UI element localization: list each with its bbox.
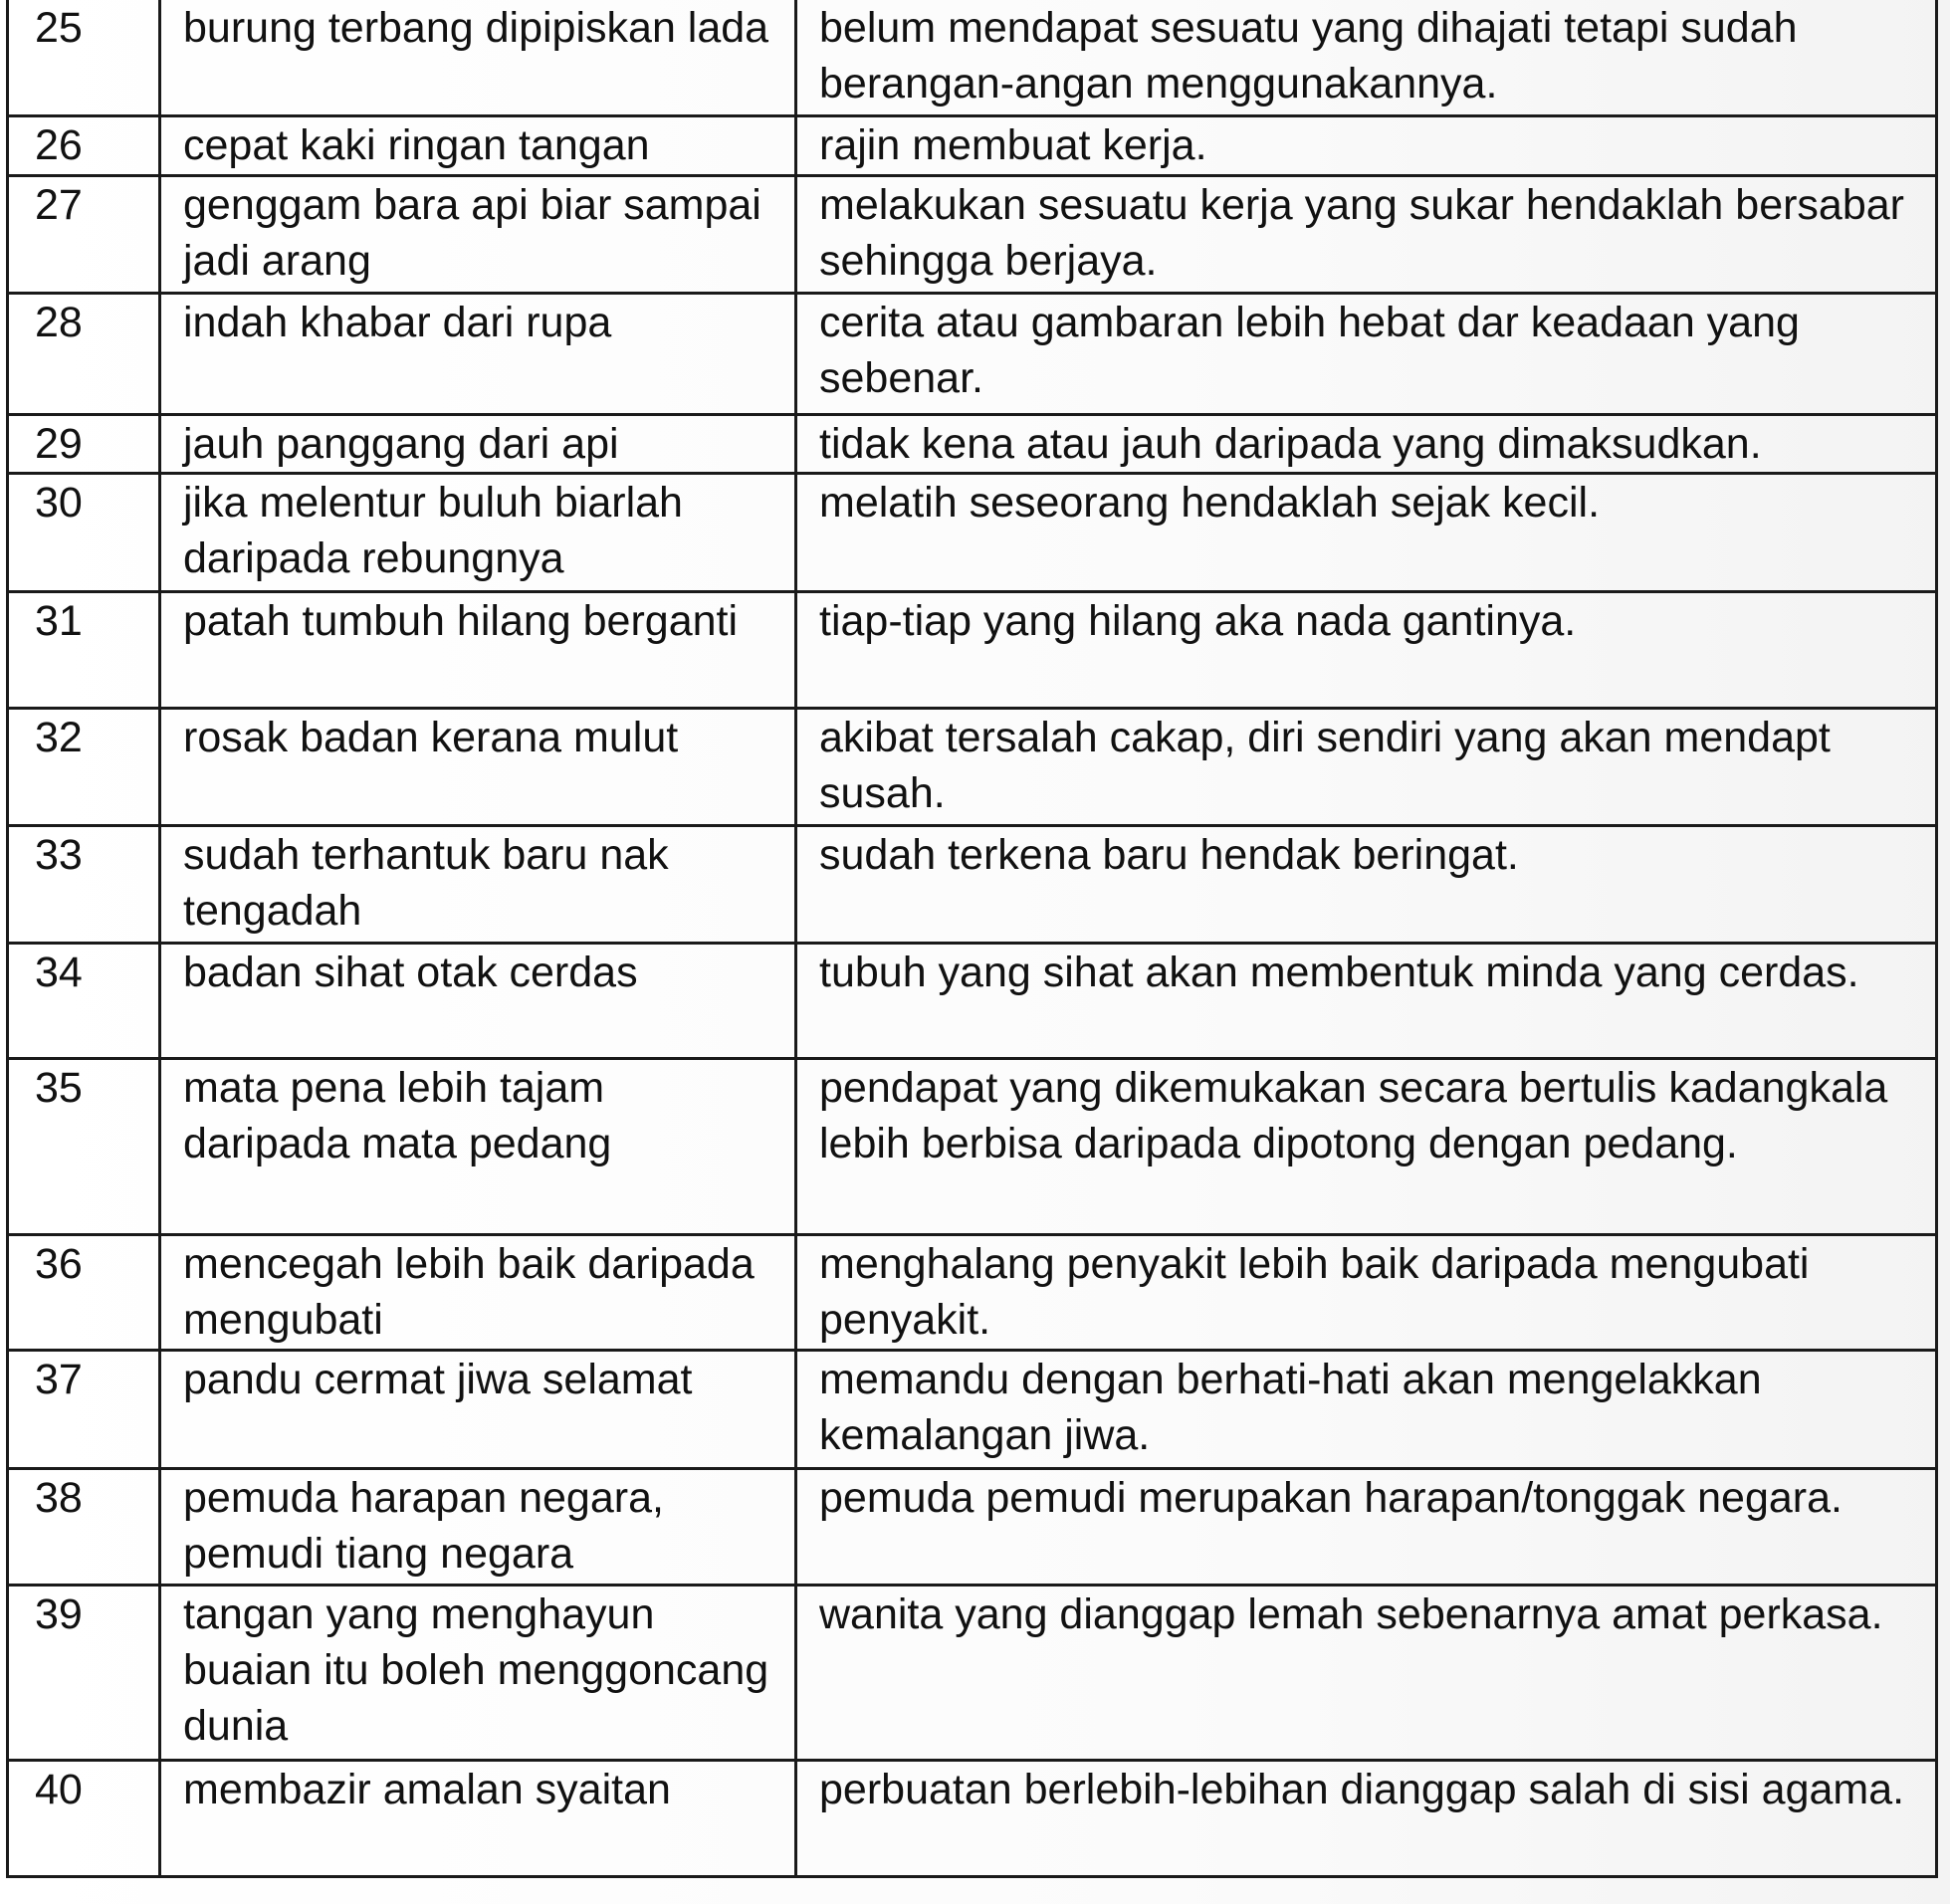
row-number: 39 [8,1585,160,1760]
row-meaning: memandu dengan berhati-hati akan mengelakkan kemalangan jiwa. [796,1350,1937,1468]
table-row [8,943,1937,1058]
row-meaning: belum mendapat sesuatu yang dihajati tetapi sudah berangan-angan menggunakannya. [796,0,1937,115]
row-meaning: rajin membuat kerja. [796,115,1937,175]
row-meaning: wanita yang dianggap lemah sebenarnya amat perkasa. [796,1585,1937,1760]
row-phrase: mencegah lebih baik daripada mengubati [160,1234,796,1350]
row-phrase: cepat kaki ringan tangan [160,115,796,175]
table-row [8,1234,1937,1350]
row-number: 35 [8,1058,160,1234]
row-meaning: melatih seseorang hendaklah sejak kecil. [796,473,1937,591]
row-number: 31 [8,591,160,708]
table-row [8,0,1937,115]
table-row [8,473,1937,591]
row-phrase: patah tumbuh hilang berganti [160,591,796,708]
row-phrase: jika melentur buluh biarlah daripada rebungnya [160,473,796,591]
table-row [8,115,1937,175]
row-phrase: pandu cermat jiwa selamat [160,1350,796,1468]
row-number: 32 [8,708,160,825]
peribahasa-table [6,0,1938,1878]
row-phrase: sudah terhantuk baru nak tengadah [160,825,796,943]
table-row [8,1585,1937,1760]
row-phrase: genggam bara api biar sampai jadi arang [160,175,796,293]
row-meaning: pendapat yang dikemukakan secara bertulis kadangkala lebih berbisa daripada dipotong dengan pedang. [796,1058,1937,1234]
row-meaning: tiap-tiap yang hilang aka nada gantinya. [796,591,1937,708]
table-row [8,1058,1937,1234]
row-meaning: tidak kena atau jauh daripada yang dimaksudkan. [796,414,1937,473]
table-row [8,1468,1937,1585]
row-meaning: perbuatan berlebih-lebihan dianggap salah di sisi agama. [796,1760,1937,1876]
row-number: 38 [8,1468,160,1585]
row-meaning: akibat tersalah cakap, diri sendiri yang akan mendapt susah. [796,708,1937,825]
row-meaning: tubuh yang sihat akan membentuk minda yang cerdas. [796,943,1937,1058]
table-row [8,591,1937,708]
row-phrase: burung terbang dipipiskan lada [160,0,796,115]
row-number: 28 [8,293,160,414]
row-number: 25 [8,0,160,115]
row-number: 34 [8,943,160,1058]
row-number: 36 [8,1234,160,1350]
row-phrase: mata pena lebih tajam daripada mata pedang [160,1058,796,1234]
table-row [8,175,1937,293]
table-row [8,1350,1937,1468]
table-row [8,414,1937,473]
row-number: 26 [8,115,160,175]
row-number: 37 [8,1350,160,1468]
table-row [8,1760,1937,1876]
row-phrase: membazir amalan syaitan [160,1760,796,1876]
row-phrase: badan sihat otak cerdas [160,943,796,1058]
row-meaning: menghalang penyakit lebih baik daripada mengubati penyakit. [796,1234,1937,1350]
table-row [8,708,1937,825]
row-meaning: cerita atau gambaran lebih hebat dar keadaan yang sebenar. [796,293,1937,414]
row-number: 29 [8,414,160,473]
row-number: 27 [8,175,160,293]
row-number: 33 [8,825,160,943]
row-number: 30 [8,473,160,591]
row-phrase: rosak badan kerana mulut [160,708,796,825]
table-row [8,825,1937,943]
row-phrase: pemuda harapan negara, pemudi tiang negara [160,1468,796,1585]
row-phrase: indah khabar dari rupa [160,293,796,414]
row-number: 40 [8,1760,160,1876]
row-meaning: pemuda pemudi merupakan harapan/tonggak negara. [796,1468,1937,1585]
row-meaning: melakukan sesuatu kerja yang sukar hendaklah bersabar sehingga berjaya. [796,175,1937,293]
table-row [8,293,1937,414]
row-meaning: sudah terkena baru hendak beringat. [796,825,1937,943]
row-phrase: tangan yang menghayun buaian itu boleh menggoncang dunia [160,1585,796,1760]
row-phrase: jauh panggang dari api [160,414,796,473]
